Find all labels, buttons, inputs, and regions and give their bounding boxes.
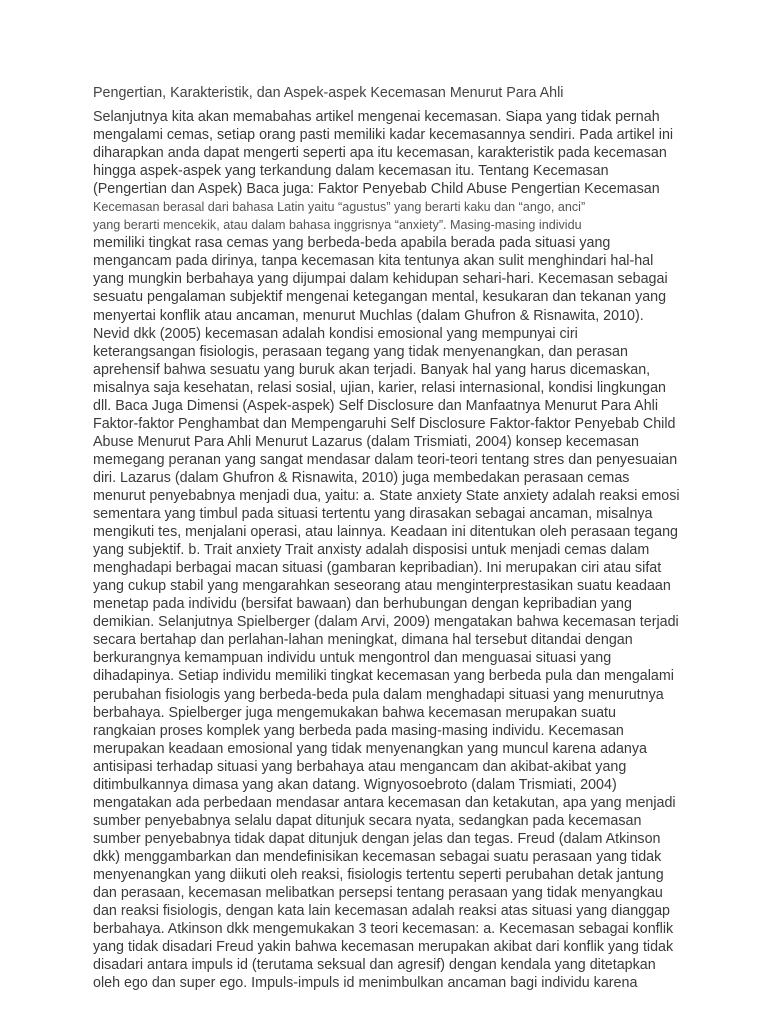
body-text-line: ditimbulkannya dimasa yang akan datang. Wignyosoebroto (dalam Trismiati, 2004): [93, 776, 617, 793]
body-text-line: mengikuti tes, menjalani operasi, atau lainnya. Keadaan ini ditentukan oleh perasaan tegang: [93, 524, 678, 541]
body-text-line: secara bertahap dan perlahan-lahan meningkat, dimana hal tersebut ditandai dengan: [93, 632, 633, 649]
body-text-line: berbahaya. Spielberger juga mengemukakan bahwa kecemasan merupakan suatu: [93, 704, 616, 721]
body-text-line: mengancam pada dirinya, tanpa kecemasan kita tentunya akan sulit menghindari hal-hal: [93, 253, 654, 270]
body-text-line: diri. Lazarus (dalam Ghufron & Risnawita, 2010) juga membedakan perasaan cemas: [93, 469, 630, 486]
body-text-line: dan perasaan, kecemasan melibatkan persepsi tentang perasaan yang tidak menyangkau: [93, 885, 663, 902]
body-text-line: Abuse Menurut Para Ahli Menurut Lazarus (dalam Trismiati, 2004) konsep kecemasan: [93, 433, 639, 450]
body-text-line: diharapkan anda dapat mengerti seperti apa itu kecemasan, karakteristik pada kecemasan: [93, 145, 667, 162]
body-text-line: disadari antara impuls id (terutama seksual dan agresif) dengan kendala yang ditetapkan: [93, 957, 656, 974]
body-text-line: (Pengertian dan Aspek) Baca juga: Faktor Penyebab Child Abuse Pengertian Kecemasan: [93, 181, 660, 198]
body-text-line: demikian. Selanjutnya Spielberger (dalam Arvi, 2009) mengatakan bahwa kecemasan terjadi: [93, 614, 679, 631]
body-text-line: berkurangnya kemampuan individu untuk mengontrol dan menguasai situasi yang: [93, 650, 612, 667]
body-text-line: berbahaya. Atkinson dkk mengemukakan 3 teori kecemasan: a. Kecemasan sebagai konflik: [93, 921, 674, 938]
body-text-line: dll. Baca Juga Dimensi (Aspek-aspek) Self Disclosure dan Manfaatnya Menurut Para Ahli: [93, 397, 658, 414]
body-text-line: perubahan fisiologis yang berbeda-beda pula dalam menghadapi situasi yang menurutnya: [93, 686, 664, 703]
body-text-line: aprehensif bahwa sesuatu yang buruk akan terjadi. Banyak hal yang harus dicemaskan,: [93, 361, 651, 378]
body-text-line: sesuatu pengalaman subjektif mengenai ketegangan mental, kesukaran dan tekanan yang: [93, 289, 667, 306]
body-text-line: yang tidak disadari Freud yakin bahwa kecemasan merupakan akibat dari konflik yang tidak: [93, 939, 674, 956]
body-text-line: Selanjutnya kita akan memabahas artikel mengenai kecemasan. Siapa yang tidak pernah: [93, 109, 660, 125]
body-text-line: Faktor-faktor Penghambat dan Mempengaruhi Self Disclosure Faktor-faktor Penyebab Child: [93, 415, 676, 432]
body-text-line: misalnya saja kesehatan, relasi sosial, ujian, karier, relasi internasional, kondisi lingkungan: [93, 379, 666, 396]
body-text-line: yang cukup stabil yang mengarahkan seseorang atau menginterprestasikan suatu keadaan: [93, 578, 671, 595]
article-body: [93, 108, 693, 992]
body-text-line: keterangsangan fisiologis, perasaan tegang yang tidak menyenangkan, dan perasan: [93, 343, 628, 360]
body-text-line: yang berarti mencekik, atau dalam bahasa inggrisnya “anxiety”. Masing-masing individu: [93, 218, 582, 233]
body-text-line: dan reaksi fisiologis, dengan kata lain kecemasan adalah reaksi atas situasi yang dianggap: [93, 903, 671, 920]
body-text-line: yang subjektif. b. Trait anxiety Trait anxisty adalah disposisi untuk menjadi cemas dalam: [93, 542, 650, 559]
body-text-line: yang mungkin berbahaya yang dijumpai dalam kehidupan sehari-hari. Kecemasan sebagai: [93, 271, 668, 288]
body-text-line: hingga aspek-aspek yang terkandung dalam kecemasan itu. Tentang Kecemasan: [93, 163, 609, 180]
body-text-line: antisipasi terhadap situasi yang berbahaya atau mengancam dan akibat-akibat yang: [93, 758, 627, 775]
body-text-line: memiliki tingkat rasa cemas yang berbeda-beda apabila berada pada situasi yang: [93, 235, 611, 252]
body-text-line: memegang peranan yang sangat mendasar dalam teori-teori tentang stres dan penyesuaian: [93, 451, 678, 468]
body-text-line: menyertai konflik atau ancaman, menurut Muchlas (dalam Ghufron & Risnawita, 2010).: [93, 307, 644, 324]
body-text-line: dihadapinya. Setiap individu memiliki tingkat kecemasan yang berbeda pula dan mengalami: [93, 668, 674, 685]
body-text-line: menurut penyebabnya menjadi dua, yaitu: a. State anxiety State anxiety adalah reaksi emosi: [93, 487, 680, 504]
body-text-line: Nevid dkk (2005) kecemasan adalah kondisi emosional yang mempunyai ciri: [93, 325, 578, 342]
body-text-line: sementara yang timbul pada situasi tertentu yang dirasakan sebagai ancaman, misalnya: [93, 506, 653, 523]
body-text-line: oleh ego dan super ego. Impuls-impuls id menimbulkan ancaman bagi individu karena: [93, 975, 638, 992]
body-text-line: menyenangkan yang diikuti oleh reaksi, fisiologis tertentu seperti perubahan detak jantung: [93, 866, 664, 883]
body-text-line: mengatakan ada perbedaan mendasar antara kecemasan dan ketakutan, apa yang menjadi: [93, 794, 676, 811]
body-text-line: sumber penyebabnya selalu dapat ditunjuk secara nyata, sedangkan pada kecemasan: [93, 812, 642, 829]
body-text-line: Kecemasan berasal dari bahasa Latin yaitu “agustus” yang berarti kaku dan “ango, anci”: [93, 200, 586, 215]
body-text-line: dkk) menggambarkan dan mendefinisikan kecemasan sebagai suatu perasaan yang tidak: [93, 848, 662, 865]
body-text-line: menghadapi berbagai macan situasi (gambaran kepribadian). Ini merupakan ciri atau sifat: [93, 560, 662, 577]
article-title: Pengertian, Karakteristik, dan Aspek-aspek Kecemasan Menurut Para Ahli: [93, 85, 564, 101]
body-text-line: mengalami cemas, setiap orang pasti memiliki kadar kecemasannya sendiri. Pada artikel ini: [93, 127, 674, 144]
body-text-line: merupakan keadaan emosional yang tidak menyenangkan yang muncul karena adanya: [93, 740, 647, 757]
body-text-line: rangkaian proses komplek yang berbeda pada masing-masing individu. Kecemasan: [93, 722, 624, 739]
body-text-line: menetap pada individu (bersifat bawaan) dan berhubungan dengan kepribadian yang: [93, 596, 632, 613]
body-text-line: sumber penyebabnya tidak dapat ditunjuk dengan jelas dan tegas. Freud (dalam Atkinson: [93, 830, 661, 847]
